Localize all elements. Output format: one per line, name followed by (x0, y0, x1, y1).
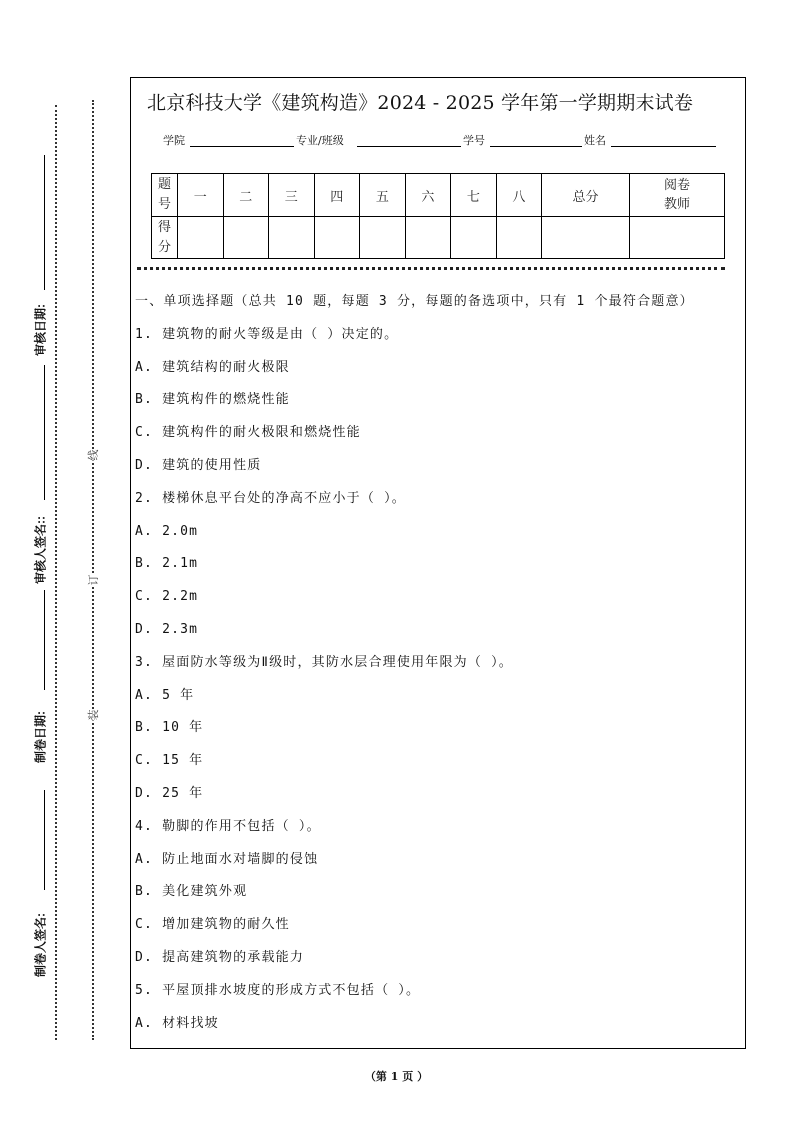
score-table-score-row (152, 217, 725, 259)
field-label-student-id: 学号 (463, 134, 485, 147)
cell-text: 得 (157, 219, 171, 235)
college-input[interactable] (190, 146, 294, 147)
cell-grader-text: 阅卷教师 (663, 178, 690, 212)
question-stem: 3. 屋面防水等级为Ⅱ级时，其防水层合理使用年限为（ ）。 (135, 654, 514, 670)
answer-option: B. 10 年 (135, 720, 204, 736)
page-number: （第 1 页 ） (364, 1070, 429, 1083)
cell-score-label (152, 217, 178, 259)
cell-section-1: 一 (178, 174, 224, 217)
field-label-name: 姓名 (584, 134, 606, 147)
cut-line-outer (55, 105, 57, 1040)
binding-char-zhuang: 装 (83, 710, 103, 721)
cell-total: 总分 (542, 174, 630, 217)
cell-section-6: 六 (405, 174, 451, 217)
question-stem: 1. 建筑物的耐火等级是由（ ）决定的。 (135, 326, 399, 342)
make-date-label: 制卷日期: (33, 711, 48, 763)
score-cell[interactable] (405, 217, 451, 259)
question-stem: 4. 勒脚的作用不包括（ ）。 (135, 818, 321, 834)
major-class-input[interactable] (357, 146, 461, 147)
cell-section-8: 八 (496, 174, 542, 217)
score-cell[interactable] (223, 217, 269, 259)
question-list (135, 288, 740, 1042)
student-id-input[interactable] (490, 146, 582, 147)
answer-option: C. 建筑构件的耐火极限和燃烧性能 (135, 425, 361, 441)
answer-option: A. 材料找坡 (135, 1015, 219, 1031)
answer-option: D. 2.3m (135, 621, 199, 637)
cell-text: 号 (157, 197, 171, 212)
answer-option: B. 建筑构件的燃烧性能 (135, 392, 290, 408)
maker-sign-blank[interactable] (44, 790, 45, 890)
field-label-college: 学院 (163, 134, 185, 147)
score-cell[interactable] (269, 217, 315, 259)
answer-option: D. 提高建筑物的承载能力 (135, 949, 305, 965)
score-cell[interactable] (451, 217, 497, 259)
answer-option: D. 25 年 (135, 785, 204, 801)
answer-option: A. 防止地面水对墙脚的侵蚀 (135, 851, 319, 867)
binding-line (92, 100, 94, 1040)
answer-option: B. 美化建筑外观 (135, 884, 248, 900)
cell-section-7: 七 (451, 174, 497, 217)
score-cell[interactable] (496, 217, 542, 259)
binding-char-xian: 线 (83, 450, 103, 461)
reviewer-sign-blank[interactable] (44, 365, 45, 500)
answer-option: C. 15 年 (135, 753, 204, 769)
question-stem: 2. 楼梯休息平台处的净高不应小于（ ）。 (135, 490, 407, 506)
exam-title: 北京科技大学《建筑构造》2024 - 2025 学年第一学期期末试卷 (147, 92, 694, 114)
answer-option: B. 2.1m (135, 556, 199, 572)
binding-char-ding: 订 (83, 575, 103, 586)
question-stem: 5. 平屋顶排水坡度的形成方式不包括（ ）。 (135, 982, 421, 998)
section-heading: 一、单项选择题（总共 10 题，每题 3 分，每题的备选项中，只有 1 个最符合题意） (135, 294, 694, 309)
field-label-major-class: 专业/班级 (296, 134, 344, 147)
cell-text: 题 (157, 177, 171, 192)
score-table-header-row (152, 174, 725, 217)
cell-grader (630, 174, 725, 217)
maker-sign-label: 制卷人签名: (33, 913, 48, 977)
score-table (151, 173, 725, 259)
answer-option: A. 2.0m (135, 523, 199, 539)
name-input[interactable] (611, 146, 716, 147)
score-cell[interactable] (314, 217, 360, 259)
review-date-blank[interactable] (44, 155, 45, 290)
score-cell[interactable] (178, 217, 224, 259)
cell-section-3: 三 (269, 174, 315, 217)
answer-option: C. 增加建筑物的耐久性 (135, 917, 290, 933)
score-cell-total[interactable] (542, 217, 630, 259)
dotted-separator (137, 267, 725, 270)
answer-option: D. 建筑的使用性质 (135, 457, 262, 473)
make-date-blank[interactable] (44, 590, 45, 690)
review-date-label: 审核日期: (33, 304, 48, 356)
answer-option: C. 2.2m (135, 589, 199, 605)
reviewer-sign-label: 审核人签名:: (33, 516, 48, 584)
answer-option: A. 5 年 (135, 687, 195, 703)
cell-section-2: 二 (223, 174, 269, 217)
cell-text: 分 (157, 239, 171, 255)
cell-section-5: 五 (360, 174, 406, 217)
score-cell[interactable] (360, 217, 406, 259)
score-cell-grader[interactable] (630, 217, 725, 259)
answer-option: A. 建筑结构的耐火极限 (135, 359, 290, 375)
cell-question-no (152, 174, 178, 217)
cell-section-4: 四 (314, 174, 360, 217)
